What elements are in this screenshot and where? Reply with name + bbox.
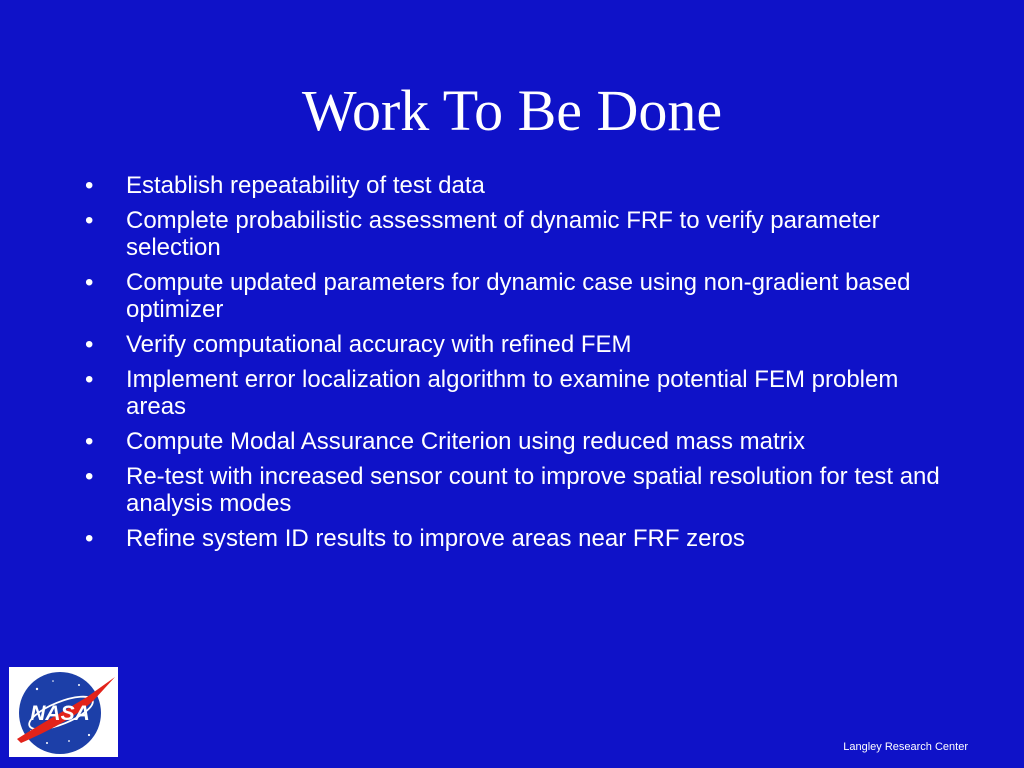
slide-title: Work To Be Done [301, 78, 723, 143]
nasa-logo-text: NASA [30, 702, 90, 725]
bullet-icon: • [85, 428, 94, 455]
bullet-item [85, 525, 945, 552]
bullet-item [85, 172, 945, 199]
bullet-item [85, 366, 945, 420]
footer-label: Langley Research Center [843, 741, 968, 753]
bullet-icon: • [85, 172, 94, 199]
bullet-icon: • [85, 525, 94, 552]
bullet-list [85, 172, 945, 560]
bullet-icon: • [85, 269, 94, 296]
nasa-logo [9, 667, 118, 757]
bullet-item [85, 207, 945, 261]
bullet-text: Compute Modal Assurance Criterion using reduced mass matrix [126, 428, 805, 455]
bullet-text: Verify computational accuracy with refined FEM [126, 331, 632, 358]
bullet-item [85, 463, 945, 517]
bullet-icon: • [85, 207, 94, 234]
bullet-item [85, 331, 945, 358]
bullet-text: Re-test with increased sensor count to improve spatial resolution for test and analysis modes [126, 463, 940, 517]
bullet-text: Complete probabilistic assessment of dynamic FRF to verify parameter selection [126, 207, 880, 261]
bullet-icon: • [85, 366, 94, 393]
bullet-item [85, 428, 945, 455]
bullet-item [85, 269, 945, 323]
bullet-text: Compute updated parameters for dynamic case using non-gradient based optimizer [126, 269, 911, 323]
bullet-text: Implement error localization algorithm to examine potential FEM problem areas [126, 366, 899, 420]
bullet-icon: • [85, 331, 94, 358]
bullet-icon: • [85, 463, 94, 490]
bullet-text: Refine system ID results to improve areas near FRF zeros [126, 525, 745, 552]
nasa-meatball-logo-icon [9, 667, 118, 757]
bullet-text: Establish repeatability of test data [126, 172, 485, 199]
